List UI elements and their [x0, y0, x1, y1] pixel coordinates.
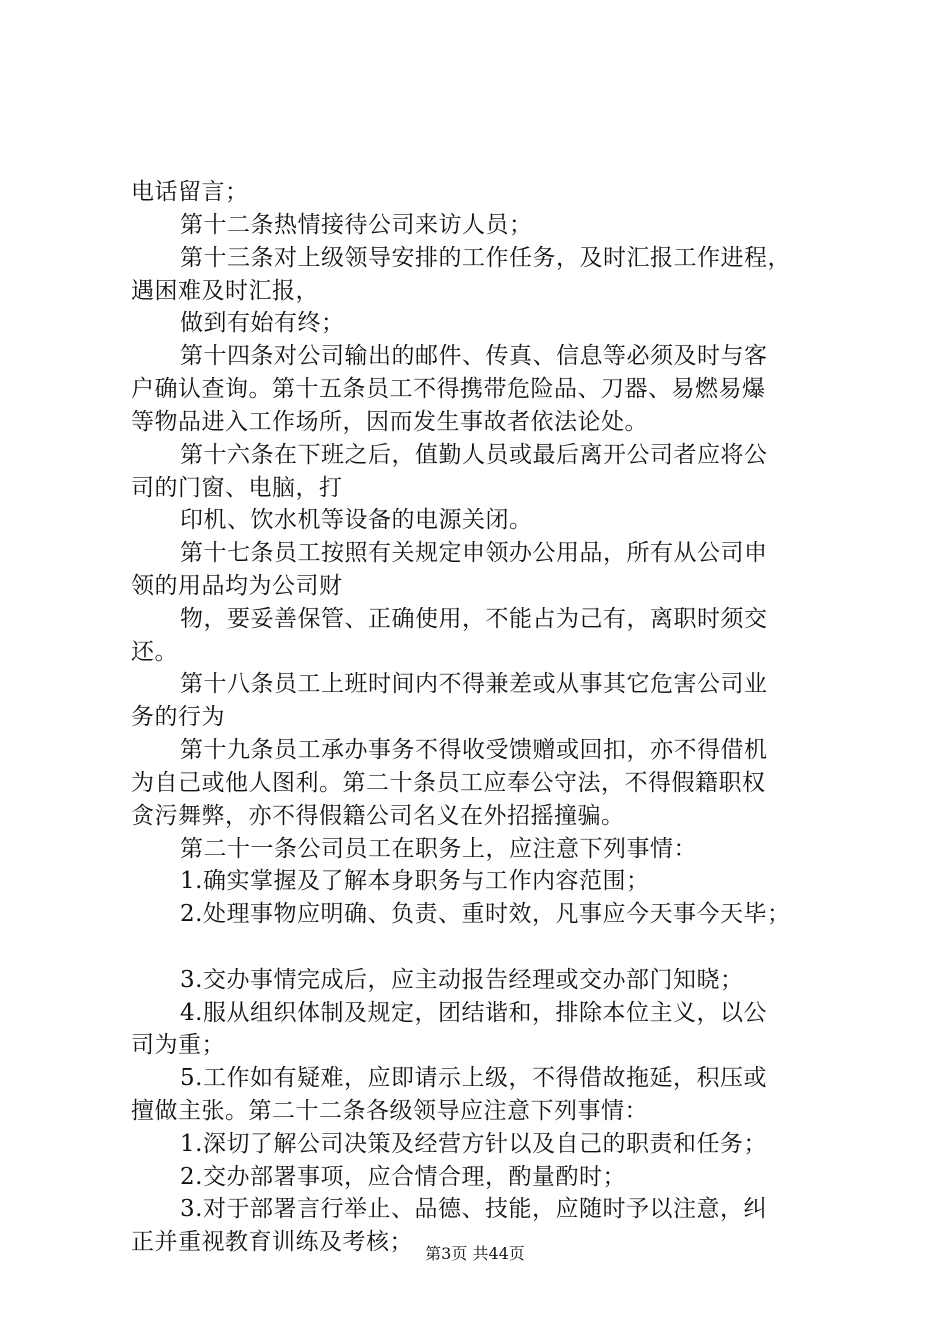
- text-line: 第十三条对上级领导安排的工作任务，及时汇报工作进程，: [180, 245, 791, 271]
- list-item: 3.对于部署言行举止、品德、技能，应随时予以注意，纠: [180, 1196, 767, 1222]
- list-item: 4.服从组织体制及规定，团结谐和，排除本位主义，以公: [180, 1000, 767, 1026]
- text-line: 第十九条员工承办事务不得收受馈赠或回扣，亦不得借机: [180, 737, 768, 763]
- text-line: 户确认查询。第十五条员工不得携带危险品、刀器、易燃易爆: [131, 376, 766, 402]
- list-item: 1.深切了解公司决策及经营方针以及自己的职责和任务；: [180, 1131, 767, 1157]
- text-line: 还。: [131, 639, 178, 665]
- text-line: 贪污舞弊，亦不得假籍公司名义在外招摇撞骗。: [131, 803, 625, 829]
- text-line: 第十二条热情接待公司来访人员；: [180, 212, 533, 238]
- text-line: 第十四条对公司输出的邮件、传真、信息等必须及时与客: [180, 343, 768, 369]
- text-line: 务的行为: [131, 704, 225, 730]
- text-line: 物，要妥善保管、正确使用，不能占为己有，离职时须交: [180, 606, 768, 632]
- list-item: 2.交办部署事项，应合情合理，酌量酌时；: [180, 1164, 626, 1190]
- list-item: 1.确实掌握及了解本身职务与工作内容范围；: [180, 868, 650, 894]
- text-line: 第十八条员工上班时间内不得兼差或从事其它危害公司业: [180, 671, 768, 697]
- text-line: 司为重；: [131, 1032, 225, 1058]
- list-item: 2.处理事物应明确、负责、重时效，凡事应今天事今天毕；: [180, 901, 791, 927]
- list-item: 5.工作如有疑难，应即请示上级，不得借故拖延，积压或: [180, 1065, 767, 1091]
- text-line: 擅做主张。第二十二条各级领导应注意下列事情：: [131, 1098, 648, 1124]
- text-line: 电话留言；: [131, 179, 249, 205]
- text-line: 印机、饮水机等设备的电源关闭。: [180, 507, 533, 533]
- page-footer: 第3页 共44页: [425, 1244, 525, 1263]
- text-line: 领的用品均为公司财: [131, 573, 343, 599]
- text-line: 遇困难及时汇报，: [131, 278, 319, 304]
- text-line: 做到有始有终；: [180, 310, 345, 336]
- list-item: 3.交办事情完成后，应主动报告经理或交办部门知晓；: [180, 967, 744, 993]
- text-line: 为自己或他人图利。第二十条员工应奉公守法，不得假籍职权: [131, 770, 766, 796]
- text-line: 司的门窗、电脑，打: [131, 475, 343, 501]
- text-line: 第二十一条公司员工在职务上，应注意下列事情：: [180, 836, 697, 862]
- text-line: 等物品进入工作场所，因而发生事故者依法论处。: [131, 409, 648, 435]
- text-line: 第十七条员工按照有关规定申领办公用品，所有从公司申: [180, 540, 768, 566]
- text-line: 正并重视教育训练及考核；: [131, 1229, 413, 1255]
- text-line: 第十六条在下班之后，值勤人员或最后离开公司者应将公: [180, 442, 768, 468]
